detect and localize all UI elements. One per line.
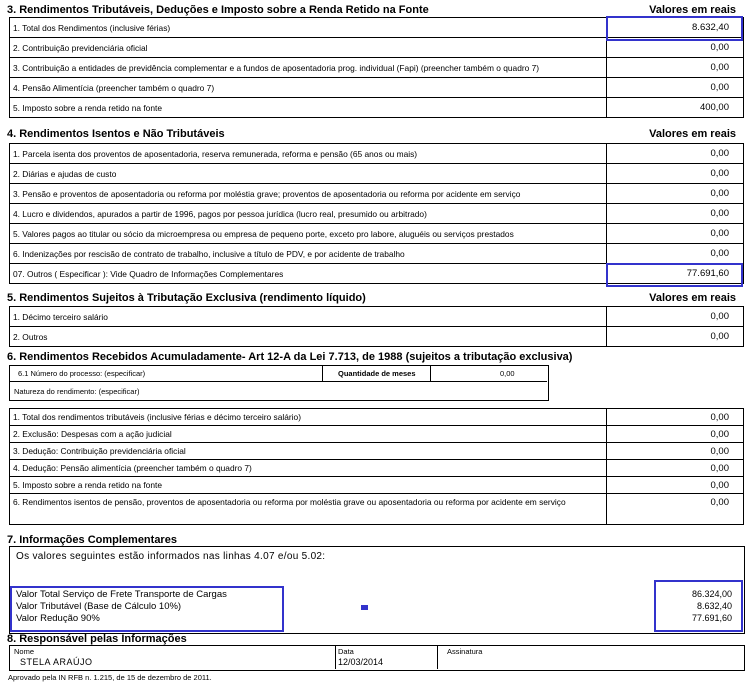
- row-value: 0,00: [607, 460, 744, 477]
- row-value: 0,00: [607, 477, 744, 494]
- row-value: 0,00: [607, 327, 744, 347]
- table-row: [10, 224, 744, 244]
- name-value: STELA ARAÚJO: [20, 657, 93, 667]
- row-label: 1. Total dos Rendimentos (inclusive férias): [10, 18, 607, 38]
- row-label: 3. Dedução: Contribuição previdenciária oficial: [10, 443, 607, 460]
- row-label: 4. Dedução: Pensão alimentícia (preencher também o quadro 7): [10, 460, 607, 477]
- footer-note: Aprovado pela IN RFB n. 1.215, de 15 de dezembro de 2011.: [8, 673, 212, 682]
- row-label: 1. Décimo terceiro salário: [10, 307, 607, 327]
- section-5-values-header: Valores em reais: [649, 292, 736, 304]
- row-label: 2. Contribuição previdenciária oficial: [10, 38, 607, 58]
- complementary-intro: Os valores seguintes estão informados nas linhas 4.07 e/ou 5.02:: [16, 551, 326, 562]
- date-value: 12/03/2014: [338, 657, 384, 667]
- table-row: [10, 307, 744, 327]
- row-label: 5. Imposto sobre a renda retido na fonte: [10, 98, 607, 118]
- section-6-title: 6. Rendimentos Recebidos Acumuladamente- Art 12-A da Lei 7.713, de 1988 (sujeitos a tributação exclusiva): [7, 351, 573, 363]
- row-value: 0,00: [607, 164, 744, 184]
- row-value: 0,00: [607, 409, 744, 426]
- row-value: 0,00: [607, 184, 744, 204]
- row-label: 6. Indenizações por rescisão de contrato de trabalho, inclusive a título de PDV, e por acidente de trabalho: [10, 244, 607, 264]
- months-label: Quantidade de meses: [338, 369, 416, 378]
- section-4-values-header: Valores em reais: [649, 128, 736, 140]
- highlight-total-rendimentos: [606, 16, 743, 41]
- table-row: [10, 58, 744, 78]
- months-value: 0,00: [500, 369, 515, 378]
- row-value: 0,00: [607, 224, 744, 244]
- row-label: 1. Parcela isenta dos proventos de aposentadoria, reserva remunerada, reforma e pensão (65 anos ou mais): [10, 144, 607, 164]
- row-label: 5. Imposto sobre a renda retido na fonte: [10, 477, 607, 494]
- section-4-title: 4. Rendimentos Isentos e Não Tributáveis: [7, 128, 225, 140]
- section-6-table: [9, 408, 744, 525]
- table-row: [10, 78, 744, 98]
- table-row: [10, 477, 744, 494]
- nature-label: Natureza do rendimento: (especificar): [14, 387, 140, 396]
- row-value: 8.632,40: [607, 18, 744, 38]
- process-number-label: 6.1 Número do processo: (especificar): [18, 369, 146, 378]
- table-row: [10, 443, 744, 460]
- section-3-values-header: Valores em reais: [649, 4, 736, 16]
- responsible-divider-2: [437, 645, 438, 669]
- row-value: 400,00: [607, 98, 744, 118]
- table-row: [10, 494, 744, 525]
- row-label: 1. Total dos rendimentos tributáveis (inclusive férias e décimo terceiro salário): [10, 409, 607, 426]
- row-label: 5. Valores pagos ao titular ou sócio da microempresa ou empresa de pequeno porte, exceto pro labore, aluguéis ou serviços prestados: [10, 224, 607, 244]
- table-row: [10, 98, 744, 118]
- row-value: 0,00: [607, 204, 744, 224]
- row-value: 0,00: [607, 494, 744, 525]
- table-row: [10, 426, 744, 443]
- row-value: 0,00: [607, 426, 744, 443]
- highlight-outros: [606, 263, 743, 287]
- table-row: [10, 144, 744, 164]
- table-row: [10, 409, 744, 426]
- table-row: [10, 244, 744, 264]
- row-label: 07. Outros ( Especificar ): Vide Quadro de Informações Complementares: [10, 264, 607, 284]
- row-value: 0,00: [607, 244, 744, 264]
- section-5-title: 5. Rendimentos Sujeitos à Tributação Exclusiva (rendimento líquido): [7, 292, 366, 304]
- row-value: 0,00: [607, 443, 744, 460]
- table-row: [10, 460, 744, 477]
- row-value: 0,00: [607, 38, 744, 58]
- taxable-value-label: Valor Tributável (Base de Cálculo 10%): [16, 601, 182, 612]
- row-label: 3. Contribuição a entidades de previdência complementar e a fundos de aposentadoria prog. individual (Fapi) (preencher também o quadro 7): [10, 58, 607, 78]
- section-5-table: [9, 306, 744, 347]
- section-8-title: 8. Responsável pelas Informações: [7, 633, 187, 645]
- freight-total-label: Valor Total Serviço de Frete Transporte de Cargas: [16, 589, 227, 600]
- row-label: 4. Pensão Alimentícia (preencher também o quadro 7): [10, 78, 607, 98]
- row-label: 4. Lucro e dividendos, apurados a partir de 1996, pagos por pessoa jurídica (lucro real, presumido ou arbitrado): [10, 204, 607, 224]
- row-value: 0,00: [607, 58, 744, 78]
- row-label: 2. Diárias e ajudas de custo: [10, 164, 607, 184]
- row-label: 2. Outros: [10, 327, 607, 347]
- marker-square: [361, 605, 368, 610]
- date-label: Data: [338, 647, 354, 656]
- section-3-title: 3. Rendimentos Tributáveis, Deduções e Imposto sobre a Renda Retido na Fonte: [7, 4, 429, 16]
- table-row: [10, 204, 744, 224]
- taxable-value: 8.632,40: [696, 601, 732, 611]
- row-value: 77.691,60: [607, 264, 744, 284]
- freight-total-value: 86.324,00: [691, 589, 732, 599]
- reduction-label: Valor Redução 90%: [16, 613, 100, 624]
- row-value: 0,00: [607, 144, 744, 164]
- table-row: [10, 327, 744, 347]
- reduction-value: 77.691,60: [691, 613, 732, 623]
- table-row: [10, 164, 744, 184]
- row-value: 0,00: [607, 78, 744, 98]
- responsible-divider-1: [335, 645, 336, 669]
- signature-label: Assinatura: [447, 647, 483, 656]
- row-label: 2. Exclusão: Despesas com a ação judicial: [10, 426, 607, 443]
- name-label: Nome: [14, 647, 35, 656]
- table-row: [10, 184, 744, 204]
- row-label: 6. Rendimentos isentos de pensão, proventos de aposentadoria ou reforma por moléstia grave ou aposentadoria ou reforma por acidente em serviço: [10, 494, 607, 525]
- row-value: 0,00: [607, 307, 744, 327]
- section-7-title: 7. Informações Complementares: [7, 534, 177, 546]
- row-label: 3. Pensão e proventos de aposentadoria ou reforma por moléstia grave; proventos de aposentadoria ou reforma por acidente em serviço: [10, 184, 607, 204]
